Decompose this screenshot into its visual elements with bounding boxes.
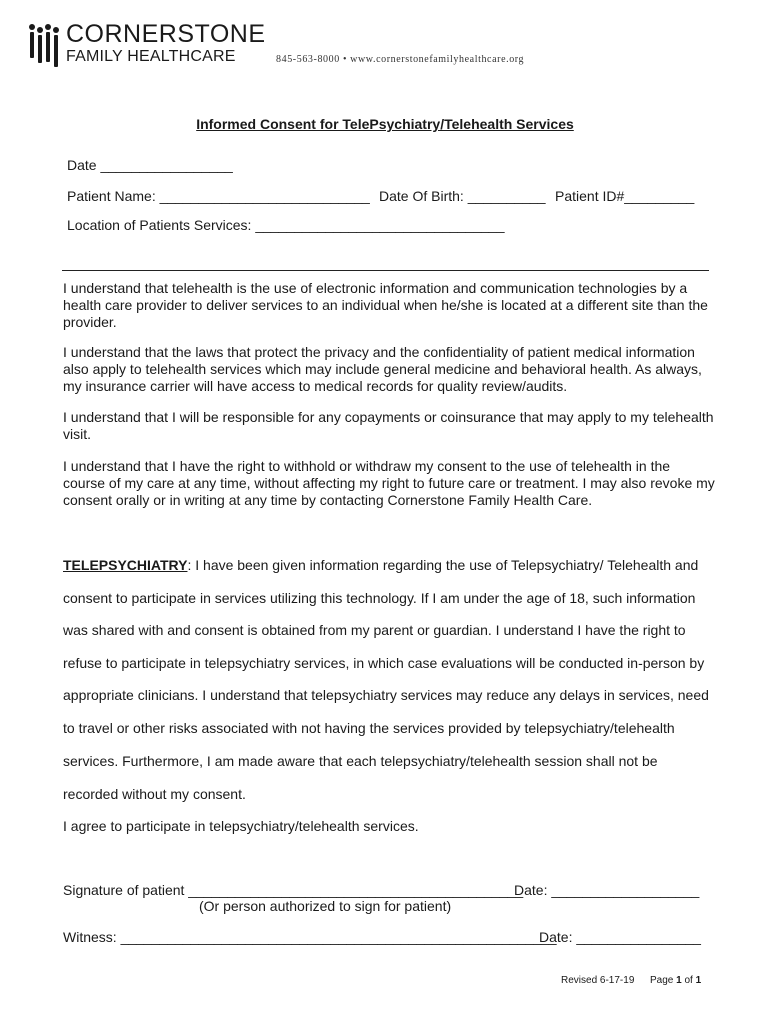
page-total: 1 xyxy=(695,975,702,986)
contact-info: 845-563-8000 • www.cornerstonefamilyhealthcare.org xyxy=(276,54,525,65)
telepsychiatry-line xyxy=(63,557,698,573)
patient-id-field[interactable]: Patient ID#_________ xyxy=(555,188,695,204)
patient-signature-field[interactable]: Signature of patient ___________________________________________ xyxy=(63,882,524,898)
logo-subtitle: FAMILY HEALTHCARE xyxy=(66,48,236,65)
witness-date-field[interactable]: Date: ________________ xyxy=(539,929,701,945)
page-number xyxy=(650,975,701,986)
page-current: 1 xyxy=(676,975,682,986)
people-icon xyxy=(28,22,62,68)
revision-date: Revised 6-17-19 xyxy=(561,975,635,986)
telepsychiatry-line: consent to participate in services utilizing this technology. If I am under the age of 18, such information xyxy=(63,590,696,606)
patient-name-field[interactable]: Patient Name: ___________________________ xyxy=(67,188,370,204)
page-label: Page xyxy=(650,975,677,986)
telepsychiatry-line: was shared with and consent is obtained from my parent or guardian. I understand I have the right to xyxy=(63,622,686,638)
telepsychiatry-line: services. Furthermore, I am made aware that each telepsychiatry/telehealth session shall not be xyxy=(63,753,658,769)
telepsychiatry-line: to travel or other risks associated with not having the services provided by telepsychiatry/telehealth xyxy=(63,720,675,736)
logo-title: CORNERSTONE xyxy=(66,20,266,48)
witness-signature-field[interactable]: Witness: ________________________________________________________ xyxy=(63,929,557,945)
date-field[interactable]: Date _________________ xyxy=(67,157,233,173)
logo xyxy=(28,20,266,70)
location-field[interactable]: Location of Patients Services: ________________________________ xyxy=(67,217,505,233)
agree-statement: I agree to participate in telepsychiatry/telehealth services. xyxy=(63,818,419,834)
telepsychiatry-text: : I have been given information regarding the use of Telepsychiatry/ Telehealth and xyxy=(187,557,699,573)
dob-field[interactable]: Date Of Birth: __________ xyxy=(379,188,546,204)
page-of: of xyxy=(681,975,696,986)
patient-signature-date-field[interactable]: Date: ___________________ xyxy=(514,882,700,898)
form-title: Informed Consent for TelePsychiatry/Telehealth Services xyxy=(196,116,574,132)
paragraph-copayments: I understand that I will be responsible for any copayments or coinsurance that may apply to my telehealth visit. xyxy=(63,409,714,442)
telepsychiatry-line: refuse to participate in telepsychiatry services, in which case evaluations will be conducted in-person by xyxy=(63,655,705,671)
paragraph-privacy: I understand that the laws that protect the privacy and the confidentiality of patient medical information also apply to telehealth services which may include general medicine and behavioral health. As always, my insurance carrier will have access to medical records for quality review/audits. xyxy=(63,344,702,394)
signature-note: (Or person authorized to sign for patient) xyxy=(199,898,452,914)
paragraph-withdraw-consent: I understand that I have the right to withhold or withdraw my consent to the use of telehealth in the course of my care at any time, without affecting my right to future care or treatment. I may also revoke my consent orally or in writing at any time by contacting Cornerstone Family Health Care. xyxy=(63,458,715,508)
section-divider xyxy=(62,270,709,271)
telepsychiatry-heading: TELEPSYCHIATRY xyxy=(63,557,188,573)
paragraph-telehealth-definition: I understand that telehealth is the use of electronic information and communication technologies by a health care provider to deliver services to an individual when he/she is located at a different site than the provider. xyxy=(63,280,708,330)
telepsychiatry-line: recorded without my consent. xyxy=(63,786,246,802)
telepsychiatry-line: appropriate clinicians. I understand that telepsychiatry services may reduce any delays in services, need xyxy=(63,687,709,703)
